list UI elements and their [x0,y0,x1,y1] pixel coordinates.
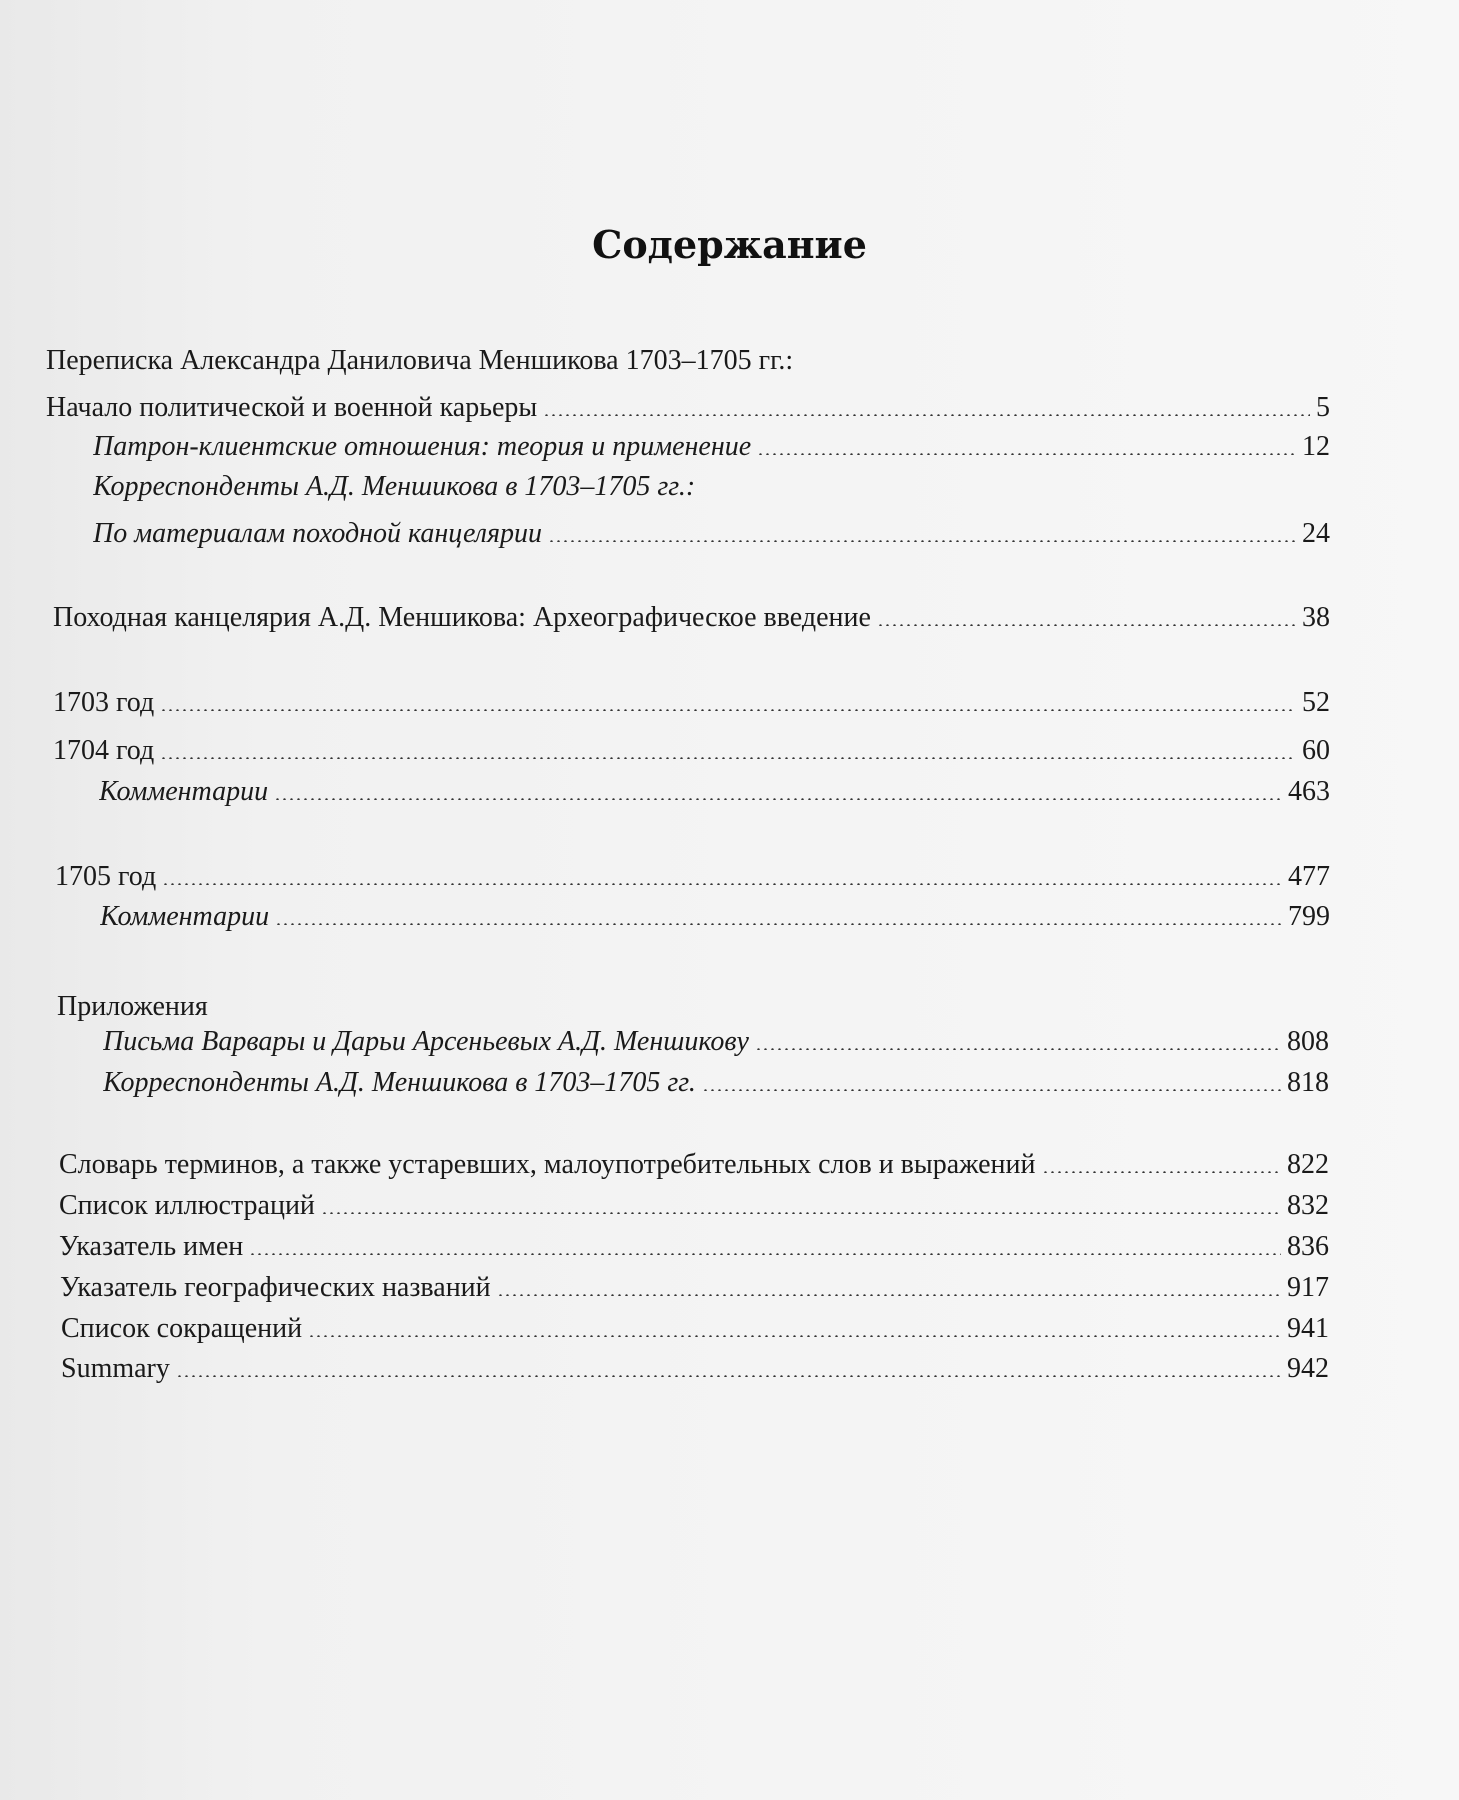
toc-heading [46,344,793,378]
toc-page-number: 818 [1287,1067,1329,1098]
toc-page-number: 836 [1287,1231,1329,1262]
toc-entry-text: Корреспонденты А.Д. Меншикова в 1703–1705 гг.: [93,471,696,502]
dot-leader [274,798,1282,800]
dot-leader [249,1253,1281,1255]
dot-leader [543,414,1310,416]
toc-entry-text: 1705 год [55,861,157,892]
toc-page-number: 477 [1288,861,1330,892]
toc-page-number: 808 [1287,1026,1329,1057]
toc-entry-text: Указатель имен [59,1231,244,1262]
toc-page-number: 5 [1316,392,1330,423]
toc-entry-text: Словарь терминов, а также устаревших, малоупотребительных слов и выражений [59,1149,1036,1180]
toc-page-number: 942 [1287,1353,1329,1384]
toc-entry[interactable] [93,430,1330,464]
dot-leader [162,883,1282,885]
toc-entry[interactable] [61,1352,1329,1386]
dot-leader [160,757,1296,759]
page-title: Содержание [592,222,867,267]
toc-entry[interactable] [55,860,1330,894]
toc-entry-text: Корреспонденты А.Д. Меншикова в 1703–1705 гг. [103,1067,696,1098]
dot-leader [757,453,1296,455]
toc-entry[interactable] [53,686,1330,720]
dot-leader [321,1212,1281,1214]
dot-leader [877,624,1296,626]
toc-entry-text: Указатель географических названий [60,1272,491,1303]
toc-entry-text: Патрон-клиентские отношения: теория и применение [93,431,752,462]
toc-section-heading [57,990,208,1024]
toc-entry-text: Письма Варвары и Дарьи Арсеньевых А.Д. Меншикову [103,1026,749,1057]
dot-leader [160,709,1296,711]
toc-entry-text: Список сокращений [61,1313,303,1344]
toc-entry[interactable] [53,601,1330,635]
toc-entry-text: Комментарии [100,901,270,932]
toc-entry-text: 1703 год [53,687,155,718]
toc-entry-text: Приложения [57,991,208,1022]
dot-leader [702,1089,1281,1091]
toc-entry-text: По материалам походной канцелярии [93,518,542,549]
toc-entry-text: Переписка Александра Даниловича Меншикова 1703–1705 гг.: [46,345,794,376]
toc-entry[interactable] [61,1312,1329,1346]
toc-page-number: 463 [1288,776,1330,807]
toc-entry-text: Список иллюстраций [59,1190,315,1221]
toc-entry[interactable] [59,1189,1329,1223]
toc-entry-text: 1704 год [53,735,155,766]
dot-leader [497,1294,1281,1296]
toc-page-number: 12 [1302,431,1330,462]
toc-page-number: 799 [1288,901,1330,932]
dot-leader [176,1375,1281,1377]
dot-leader [275,923,1282,925]
toc-entry[interactable] [59,1148,1329,1182]
toc-entry-text: Summary [61,1353,170,1384]
toc-page-number: 24 [1302,518,1330,549]
toc-entry-text: Начало политической и военной карьеры [46,392,538,423]
toc-page-number: 38 [1302,602,1330,633]
toc-page-number: 941 [1287,1313,1329,1344]
toc-entry[interactable] [100,900,1330,934]
toc-entry-text: Походная канцелярия А.Д. Меншикова: Археографическое введение [53,602,871,633]
toc-entry-text: Комментарии [99,776,269,807]
dot-leader [1042,1171,1282,1173]
toc-page-number: 832 [1287,1190,1329,1221]
toc-page-number: 822 [1287,1149,1329,1180]
toc-page-number: 52 [1302,687,1330,718]
toc-page-number: 60 [1302,735,1330,766]
toc-entry[interactable] [60,1271,1329,1305]
toc-subheading [93,470,695,504]
toc-entry[interactable] [53,734,1330,768]
dot-leader [755,1048,1281,1050]
toc-page-number: 917 [1287,1272,1329,1303]
toc-entry[interactable] [103,1025,1329,1059]
toc-entry[interactable] [93,517,1330,551]
dot-leader [548,540,1296,542]
toc-entry[interactable] [99,775,1330,809]
toc-entry[interactable] [59,1230,1329,1264]
toc-entry[interactable] [103,1066,1329,1100]
dot-leader [308,1335,1281,1337]
toc-entry[interactable] [46,391,1330,425]
